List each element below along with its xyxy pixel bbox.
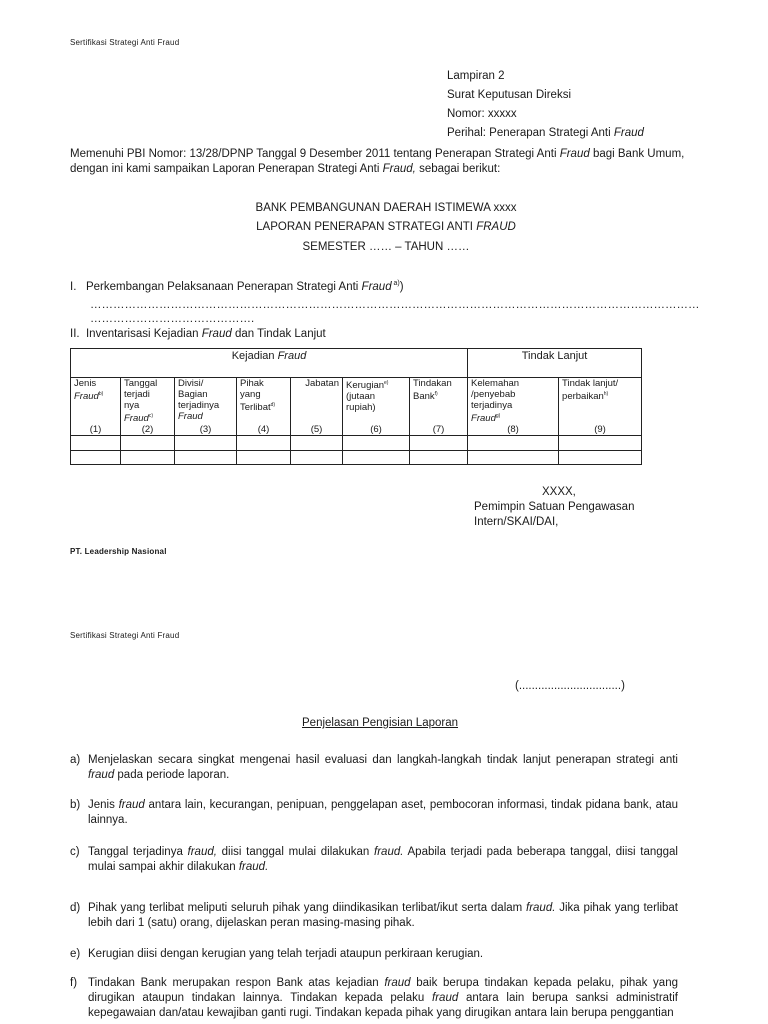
list-item: a) Menjelaskan secara singkat mengenai hasil evaluasi dan langkah-langkah tindak lanjut penerapan strategi anti fraud pada periode laporan.	[70, 754, 678, 781]
signatory-role-2: Intern/SKAI/DAI,	[474, 516, 559, 528]
list-item: b) Jenis fraud antara lain, kecurangan, penipuan, penggelapan aset, pembocoran informasi, tindak pidana bank, atau lainnya.	[70, 799, 678, 826]
table-cell	[468, 451, 559, 465]
list-item: c) Tanggal terjadinya fraud, diisi tanggal mulai dilakukan fraud. Apabila terjadi pada beberapa tanggal, diisi tanggal mulai sampai akhir dilakukan fraud.	[70, 846, 678, 873]
section-2: II. Inventarisasi Kejadian Fraud dan Tindak Lanjut	[70, 328, 326, 340]
col-tindak-lanjut: Tindak lanjut/ perbaikan$^{h)}$ (9)	[559, 378, 642, 436]
table-row	[71, 451, 642, 465]
table-cell	[291, 451, 343, 465]
bank-name: BANK PEMBANGUNAN DAERAH ISTIMEWA xxxx	[255, 202, 517, 214]
page-header: Sertifikasi Strategi Anti Fraud	[70, 38, 180, 47]
table-cell	[291, 436, 343, 451]
col-kelemahan: Kelemahan /penyebab terjadinya Fraud$^{g)}$ (8)	[468, 378, 559, 436]
col-tanggal: Tanggal terjadi nya Fraud$^{c)}$ (2)	[121, 378, 175, 436]
table-cell	[468, 436, 559, 451]
table-cell	[343, 451, 410, 465]
table-cell	[175, 451, 237, 465]
table-cell	[71, 436, 121, 451]
col-divisi: Divisi/ Bagian terjadinya Fraud (3)	[175, 378, 237, 436]
lampiran-line-4: Perihal: Penerapan Strategi Anti Fraud	[447, 127, 644, 139]
table-cell	[410, 436, 468, 451]
lampiran-line-1: Lampiran 2	[447, 70, 505, 82]
col-jenis-fraud: Jenis Fraud$^{b)}$ (1)	[71, 378, 121, 436]
group-kejadian-fraud: Kejadian Fraud	[71, 349, 468, 378]
section-1-dots-2: …………………………………….	[90, 312, 255, 325]
list-item: d) Pihak yang terlibat meliputi seluruh pihak yang diindikasikan terlibat/ikut serta dalam fraud. Jika pihak yang terlibat lebih dari 1 (satu) orang, dijelaskan peran masing-masing pihak.	[70, 902, 678, 929]
signature-line: (................................)	[515, 680, 625, 692]
table-cell	[175, 436, 237, 451]
table-cell	[559, 451, 642, 465]
group-tindak-lanjut: Tindak Lanjut	[468, 349, 642, 378]
fraud-table	[70, 348, 642, 465]
table-cell	[237, 451, 291, 465]
col-jabatan: Jabatan (5)	[291, 378, 343, 436]
table-cell	[343, 436, 410, 451]
report-title	[70, 201, 702, 255]
signature-block	[474, 485, 674, 530]
semester-line: SEMESTER …… – TAHUN ……	[302, 241, 470, 253]
table-row	[71, 436, 642, 451]
list-item: e) Kerugian diisi dengan kerugian yang telah terjadi ataupun perkiraan kerugian.	[70, 948, 484, 960]
table-cell	[71, 451, 121, 465]
page-2-header: Sertifikasi Strategi Anti Fraud	[70, 631, 180, 640]
table-cell	[121, 451, 175, 465]
table-cell	[237, 436, 291, 451]
explanation-heading: Penjelasan Pengisian Laporan	[302, 717, 459, 729]
page-footer: PT. Leadership Nasional	[70, 547, 167, 556]
lampiran-line-2: Surat Keputusan Direksi	[447, 89, 572, 101]
lampiran-block	[447, 69, 644, 141]
table-cell	[559, 436, 642, 451]
list-item: f) Tindakan Bank merupakan respon Bank atas kejadian fraud baik berupa tindakan kepada pelaku, pihak yang dirugikan ataupun tindakan lainnya. Tindakan kepada pelaku fraud antara lain berupa sanksi administratif kepegawaian dan/atau kewajiban ganti rugi. Tindakan kepada pihak yang dirugikan antara lain berupa penggantian	[70, 977, 678, 1019]
col-pihak-terlibat: Pihak yang Terlibat$^{d)}$ (4)	[237, 378, 291, 436]
table-cell	[410, 451, 468, 465]
col-tindakan-bank: Tindakan Bank$^{f)}$ (7)	[410, 378, 468, 436]
section-1: I. Perkembangan Pelaksanaan Penerapan Strategi Anti Fraud $^{a)}$) …………………………………………………………………………………………………………………………………………… …………………………………….	[70, 276, 702, 327]
signatory-role-1: Pemimpin Satuan Pengawasan	[474, 501, 635, 513]
col-kerugian: Kerugian$^{e)}$ (jutaan rupiah) (6)	[343, 378, 410, 436]
report-name: LAPORAN PENERAPAN STRATEGI ANTI FRAUD	[256, 221, 516, 233]
lampiran-line-3: Nomor: xxxxx	[447, 108, 517, 120]
section-1-dots-1: ……………………………………………………………………………………………………………………………………………	[90, 298, 700, 311]
intro-paragraph: Memenuhi PBI Nomor: 13/28/DPNP Tanggal 9 Desember 2011 tentang Penerapan Strategi Anti Fraud bagi Bank Umum, dengan ini kami sampaikan Laporan Penerapan Strategi Anti Fraud, sebagai berikut:	[70, 148, 685, 175]
table-cell	[121, 436, 175, 451]
signatory-name: XXXX,	[542, 486, 576, 498]
